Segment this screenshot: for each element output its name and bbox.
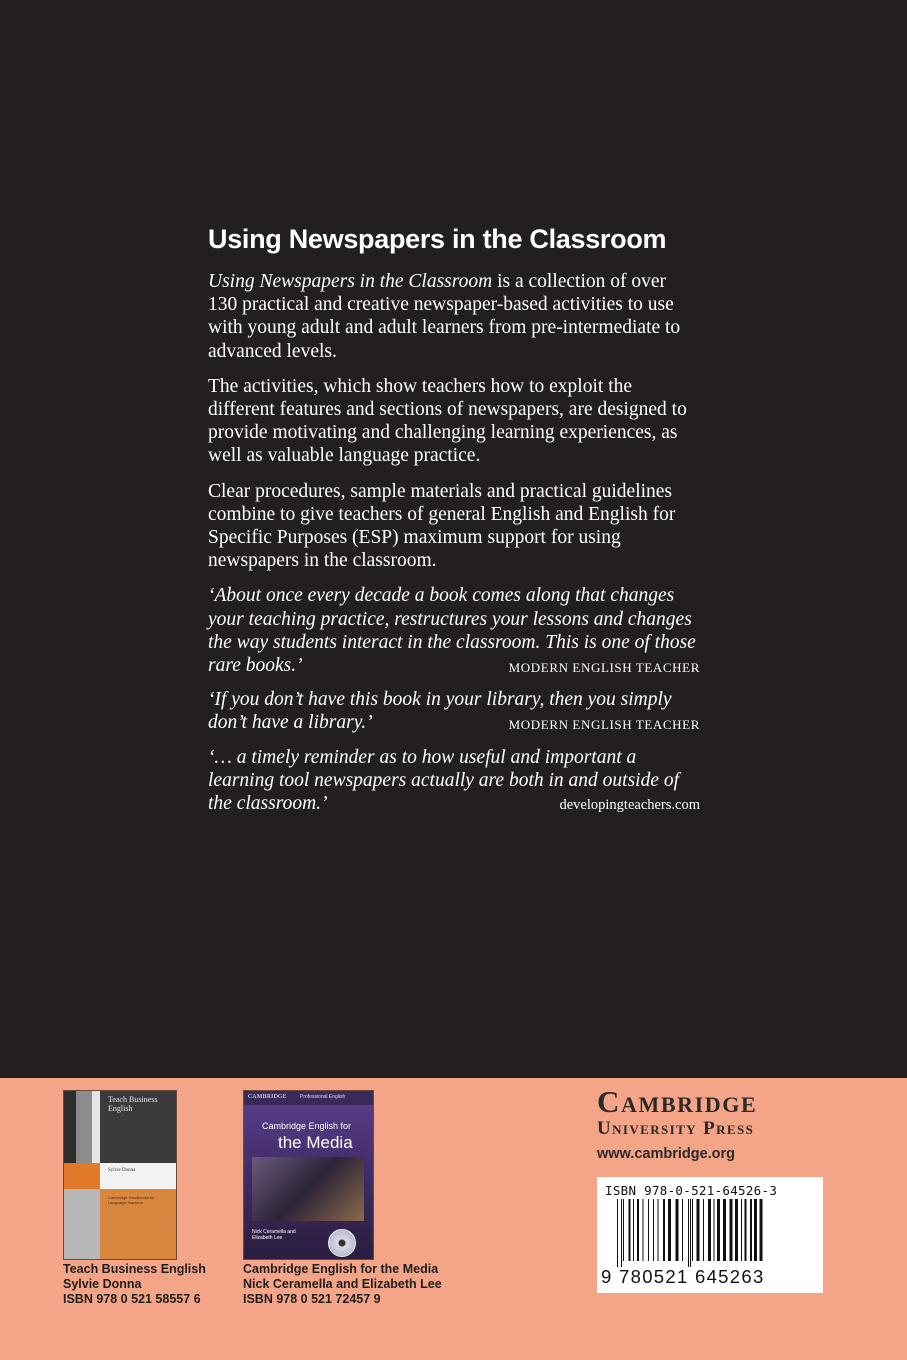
publisher-name-text: Cambridge (597, 1084, 758, 1119)
related-book-1-info (63, 1262, 206, 1307)
barcode-bar (760, 1199, 763, 1261)
publisher-press-text: University Press (597, 1118, 755, 1139)
barcode-bar (658, 1199, 659, 1261)
description-paragraph-3: Clear procedures, sample materials and practical guidelines combine to give teachers of general English and English for Specific Purposes (ESP) maximum support for using newspapers in the classroom. (208, 480, 676, 572)
barcode-bar (723, 1199, 726, 1261)
barcode-bar (621, 1199, 622, 1267)
barcode-bar (735, 1199, 738, 1261)
barcode-bar (750, 1199, 752, 1261)
review-quote-text: ‘About once every decade a book comes along that changes your teaching practice, restructures your lessons and changes the way students interact in the classroom. This is one of those rare books.’ (208, 585, 696, 677)
publisher-logo (597, 1086, 825, 1162)
book-cover-teach-business-english (63, 1090, 177, 1260)
barcode-bar (714, 1199, 715, 1261)
cover-series: Cambridge Handbooks for Language Teachers (108, 1195, 155, 1205)
cover-authors: Nick Ceramella and Elizabeth Lee (252, 1229, 296, 1241)
review-source: MODERN ENGLISH TEACHER (508, 660, 700, 676)
description-paragraph-1-text: is a collection of over 130 practical and creative newspaper-based activities to use with young adult and adult learners from pre-intermediate to advanced levels. (208, 271, 681, 362)
publisher-name (597, 1086, 825, 1118)
cover-series: Professional English (300, 1094, 346, 1100)
blurb (208, 222, 700, 826)
review-source: MODERN ENGLISH TEACHER (508, 717, 700, 733)
cover-publisher: CAMBRIDGE (248, 1094, 287, 1100)
publisher-website: www.cambridge.org (597, 1146, 736, 1162)
description-paragraph-1 (208, 270, 700, 363)
barcode-bar (682, 1199, 683, 1261)
barcode-bar (690, 1199, 691, 1267)
barcode-bar (730, 1199, 733, 1261)
related-book-author: Sylvie Donna (63, 1277, 142, 1291)
related-book-title: Cambridge English for the Media (243, 1262, 439, 1276)
cover-title-big: the Media (278, 1133, 353, 1152)
barcode-bar (617, 1199, 618, 1267)
barcode-bar (697, 1199, 700, 1261)
barcode-bar (741, 1199, 742, 1261)
cover-author: Sylvie Donna (108, 1168, 136, 1173)
barcode-bars-icon (615, 1199, 815, 1267)
barcode-bar (643, 1199, 644, 1261)
review-quote-text: ‘If you don’t have this book in your library, then you simply don’t have a library.’ (208, 689, 672, 734)
cover-title-small: Cambridge English for (262, 1121, 352, 1131)
publisher-press (597, 1118, 825, 1140)
review-quote-text: ‘… a timely reminder as to how useful and important a learning tool newspapers actually are both in and outside of the classroom.’ (208, 746, 680, 815)
related-book-title: Teach Business English (63, 1262, 206, 1276)
barcode-bar (623, 1199, 624, 1261)
description-title-italic: Using Newspapers in the Classroom (208, 271, 493, 292)
barcode-bar (708, 1199, 711, 1261)
barcode-bar (653, 1199, 654, 1261)
barcode-digits: 9 780521 645263 (601, 1266, 765, 1287)
cover-title: Teach Business English (108, 1095, 158, 1113)
review-quote-3 (208, 746, 700, 816)
cover-photo (252, 1157, 364, 1221)
barcode (597, 1177, 823, 1293)
review-quote-1 (208, 584, 700, 677)
related-book-author: Nick Ceramella and Elizabeth Lee (243, 1277, 442, 1291)
related-book-isbn: ISBN 978 0 521 58557 6 (63, 1292, 201, 1306)
barcode-bar (692, 1199, 693, 1261)
barcode-bar (633, 1199, 634, 1261)
barcode-bar (717, 1199, 720, 1261)
review-quote-2 (208, 688, 700, 734)
barcode-bar (637, 1199, 639, 1261)
cd-icon (328, 1229, 356, 1257)
barcode-bar (668, 1199, 671, 1261)
barcode-bar (629, 1199, 631, 1261)
barcode-bar (745, 1199, 747, 1261)
description-paragraph-2: The activities, which show teachers how to exploit the different features and sections of newspapers, are designed to provide motivating and challenging learning experiences, as well as valuable language practice. (208, 375, 687, 467)
barcode-bar (648, 1199, 649, 1261)
review-source: developingteachers.com (559, 797, 700, 814)
barcode-bar (676, 1199, 679, 1261)
related-book-isbn: ISBN 978 0 521 72457 9 (243, 1292, 381, 1306)
barcode-bar (688, 1199, 689, 1267)
book-cover-cambridge-english-for-the-media (243, 1090, 374, 1260)
barcode-bar (663, 1199, 665, 1261)
barcode-isbn-label: ISBN 978-0-521-64526-3 (605, 1183, 778, 1198)
barcode-bar (703, 1199, 704, 1261)
related-book-2-info (243, 1262, 442, 1307)
book-title: Using Newspapers in the Classroom (208, 224, 667, 254)
barcode-bar (754, 1199, 757, 1261)
